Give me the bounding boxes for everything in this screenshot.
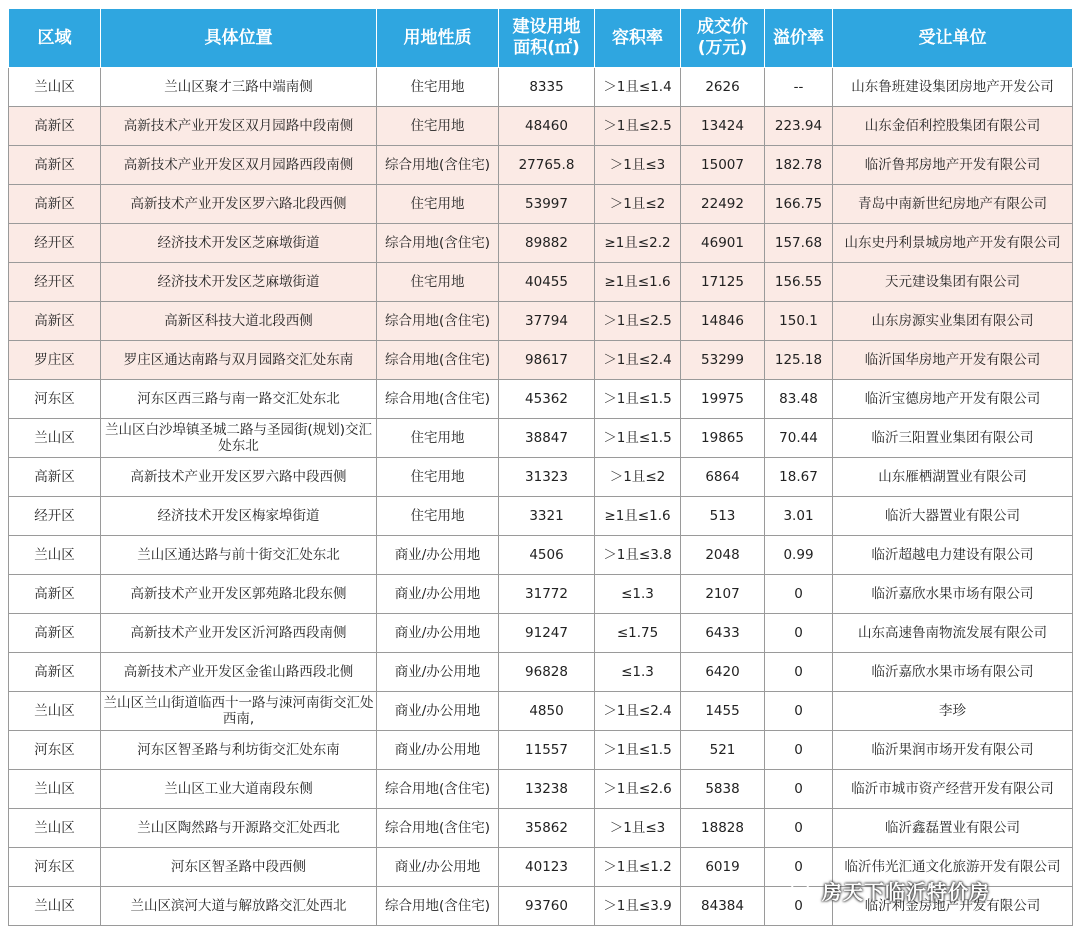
- cell-premium: --: [765, 68, 833, 107]
- cell-far: ＞1且≤2.5: [595, 107, 681, 146]
- cell-price: 521: [681, 731, 765, 770]
- cell-land-use: 综合用地(含住宅): [377, 770, 499, 809]
- cell-area: 8335: [499, 68, 595, 107]
- cell-district: 河东区: [9, 848, 101, 887]
- cell-location: 河东区智圣路与利坊街交汇处东南: [101, 731, 377, 770]
- cell-price: 46901: [681, 224, 765, 263]
- table-row: [9, 146, 1073, 185]
- cell-area: 27765.8: [499, 146, 595, 185]
- cell-location: 高新技术产业开发区郭苑路北段东侧: [101, 575, 377, 614]
- cell-buyer: 山东史丹利景城房地产开发有限公司: [833, 224, 1073, 263]
- cell-district: 高新区: [9, 146, 101, 185]
- table-row: [9, 731, 1073, 770]
- cell-area: 98617: [499, 341, 595, 380]
- table-row: [9, 224, 1073, 263]
- cell-premium: 223.94: [765, 107, 833, 146]
- cell-area: 93760: [499, 887, 595, 926]
- cell-buyer: 山东雁栖湖置业有限公司: [833, 458, 1073, 497]
- cell-area: 31772: [499, 575, 595, 614]
- table-row: [9, 809, 1073, 848]
- cell-location: 兰山区聚才三路中端南侧: [101, 68, 377, 107]
- cell-location: 兰山区白沙埠镇圣城二路与圣园街(规划)交汇处东北: [101, 419, 377, 458]
- cell-land-use: 商业/办公用地: [377, 653, 499, 692]
- table-row: [9, 380, 1073, 419]
- cell-far: ＞1且≤2.4: [595, 692, 681, 731]
- cell-area: 11557: [499, 731, 595, 770]
- cell-premium: 0: [765, 809, 833, 848]
- cell-buyer: 天元建设集团有限公司: [833, 263, 1073, 302]
- cell-land-use: 商业/办公用地: [377, 848, 499, 887]
- cell-premium: 18.67: [765, 458, 833, 497]
- cell-price: 22492: [681, 185, 765, 224]
- cell-premium: 0: [765, 614, 833, 653]
- cell-land-use: 住宅用地: [377, 497, 499, 536]
- table-row: [9, 185, 1073, 224]
- header-land-use: 用地性质: [377, 9, 499, 68]
- cell-premium: 0: [765, 692, 833, 731]
- cell-premium: 0: [765, 887, 833, 926]
- cell-buyer: 山东金佰利控股集团有限公司: [833, 107, 1073, 146]
- header-row: [9, 9, 1073, 68]
- table-row: [9, 536, 1073, 575]
- cell-land-use: 综合用地(含住宅): [377, 887, 499, 926]
- cell-district: 经开区: [9, 224, 101, 263]
- cell-premium: 0: [765, 653, 833, 692]
- cell-premium: 0.99: [765, 536, 833, 575]
- table-row: [9, 419, 1073, 458]
- header-price: 成交价 (万元): [681, 9, 765, 68]
- cell-far: ＞1且≤1.5: [595, 380, 681, 419]
- cell-land-use: 商业/办公用地: [377, 614, 499, 653]
- cell-far: ＞1且≤3: [595, 146, 681, 185]
- cell-district: 高新区: [9, 107, 101, 146]
- cell-far: ＞1且≤1.5: [595, 419, 681, 458]
- watermark-text: 房天下临沂特价房: [822, 880, 990, 904]
- cell-far: ＞1且≤2.5: [595, 302, 681, 341]
- cell-district: 高新区: [9, 653, 101, 692]
- cell-district: 兰山区: [9, 770, 101, 809]
- cell-far: ＞1且≤2: [595, 185, 681, 224]
- cell-price: 19865: [681, 419, 765, 458]
- land-transaction-table: [8, 8, 1073, 926]
- cell-land-use: 商业/办公用地: [377, 692, 499, 731]
- cell-area: 40123: [499, 848, 595, 887]
- cell-location: 高新技术产业开发区双月园路西段南侧: [101, 146, 377, 185]
- table-row: [9, 614, 1073, 653]
- cell-far: ＞1且≤1.2: [595, 848, 681, 887]
- cell-area: 4506: [499, 536, 595, 575]
- cell-price: 2048: [681, 536, 765, 575]
- cell-area: 48460: [499, 107, 595, 146]
- cell-price: 5838: [681, 770, 765, 809]
- cell-price: 6420: [681, 653, 765, 692]
- cell-district: 河东区: [9, 731, 101, 770]
- cell-district: 高新区: [9, 575, 101, 614]
- cell-area: 37794: [499, 302, 595, 341]
- cell-land-use: 商业/办公用地: [377, 731, 499, 770]
- cell-premium: 125.18: [765, 341, 833, 380]
- table-row: [9, 497, 1073, 536]
- cell-location: 高新区科技大道北段西侧: [101, 302, 377, 341]
- cell-buyer: 临沂三阳置业集团有限公司: [833, 419, 1073, 458]
- cell-price: 18828: [681, 809, 765, 848]
- cell-premium: 166.75: [765, 185, 833, 224]
- cell-far: ＞1且≤2.4: [595, 341, 681, 380]
- cell-location: 河东区智圣路中段西侧: [101, 848, 377, 887]
- table-row: [9, 68, 1073, 107]
- cell-far: ≥1且≤1.6: [595, 497, 681, 536]
- cell-buyer: 临沂宝德房地产开发有限公司: [833, 380, 1073, 419]
- cell-premium: 83.48: [765, 380, 833, 419]
- cell-land-use: 综合用地(含住宅): [377, 146, 499, 185]
- cell-district: 高新区: [9, 614, 101, 653]
- cell-area: 45362: [499, 380, 595, 419]
- cell-land-use: 综合用地(含住宅): [377, 809, 499, 848]
- watermark: [790, 876, 990, 905]
- cell-district: 兰山区: [9, 809, 101, 848]
- cell-price: 6019: [681, 848, 765, 887]
- cell-buyer: 临沂利金房地产开发有限公司: [833, 887, 1073, 926]
- cell-area: 91247: [499, 614, 595, 653]
- cell-location: 经济技术开发区芝麻墩街道: [101, 224, 377, 263]
- cell-premium: 0: [765, 848, 833, 887]
- cell-price: 84384: [681, 887, 765, 926]
- cell-buyer: 临沂市城市资产经营开发有限公司: [833, 770, 1073, 809]
- cell-price: 2107: [681, 575, 765, 614]
- cell-buyer: 山东高速鲁南物流发展有限公司: [833, 614, 1073, 653]
- cell-land-use: 住宅用地: [377, 419, 499, 458]
- cell-location: 经济技术开发区梅家埠街道: [101, 497, 377, 536]
- cell-district: 高新区: [9, 458, 101, 497]
- cell-area: 38847: [499, 419, 595, 458]
- cell-land-use: 商业/办公用地: [377, 536, 499, 575]
- cell-far: ≤1.3: [595, 575, 681, 614]
- cell-area: 53997: [499, 185, 595, 224]
- cell-land-use: 住宅用地: [377, 458, 499, 497]
- cell-district: 罗庄区: [9, 341, 101, 380]
- header-district: 区域: [9, 9, 101, 68]
- cell-location: 高新技术产业开发区沂河路西段南侧: [101, 614, 377, 653]
- cell-far: ＞1且≤3: [595, 809, 681, 848]
- cell-buyer: 山东房源实业集团有限公司: [833, 302, 1073, 341]
- cell-far: ＞1且≤3.8: [595, 536, 681, 575]
- cell-premium: 150.1: [765, 302, 833, 341]
- cell-premium: 3.01: [765, 497, 833, 536]
- cell-district: 兰山区: [9, 536, 101, 575]
- cell-premium: 157.68: [765, 224, 833, 263]
- cell-far: ≥1且≤2.2: [595, 224, 681, 263]
- cell-premium: 0: [765, 731, 833, 770]
- cell-district: 兰山区: [9, 68, 101, 107]
- cell-premium: 182.78: [765, 146, 833, 185]
- cell-location: 高新技术产业开发区双月园路中段南侧: [101, 107, 377, 146]
- cell-land-use: 商业/办公用地: [377, 575, 499, 614]
- cell-far: ＞1且≤3.9: [595, 887, 681, 926]
- cell-district: 兰山区: [9, 887, 101, 926]
- table-row: [9, 263, 1073, 302]
- header-far: 容积率: [595, 9, 681, 68]
- cell-area: 31323: [499, 458, 595, 497]
- cell-district: 兰山区: [9, 692, 101, 731]
- cell-buyer: 临沂国华房地产开发有限公司: [833, 341, 1073, 380]
- cell-area: 4850: [499, 692, 595, 731]
- cell-location: 高新技术产业开发区金雀山路西段北侧: [101, 653, 377, 692]
- cell-premium: 156.55: [765, 263, 833, 302]
- cell-district: 经开区: [9, 497, 101, 536]
- cell-buyer: 临沂果润市场开发有限公司: [833, 731, 1073, 770]
- cell-district: 高新区: [9, 185, 101, 224]
- cell-location: 高新技术产业开发区罗六路中段西侧: [101, 458, 377, 497]
- cell-buyer: 临沂超越电力建设有限公司: [833, 536, 1073, 575]
- cell-buyer: 临沂嘉欣水果市场有限公司: [833, 653, 1073, 692]
- cell-location: 高新技术产业开发区罗六路北段西侧: [101, 185, 377, 224]
- wechat-icon: [790, 882, 816, 902]
- cell-location: 罗庄区通达南路与双月园路交汇处东南: [101, 341, 377, 380]
- cell-price: 14846: [681, 302, 765, 341]
- cell-premium: 0: [765, 575, 833, 614]
- header-location: 具体位置: [101, 9, 377, 68]
- table-row: [9, 107, 1073, 146]
- cell-location: 兰山区兰山街道临西十一路与涑河南街交汇处西南,: [101, 692, 377, 731]
- cell-premium: 70.44: [765, 419, 833, 458]
- header-premium: 溢价率: [765, 9, 833, 68]
- cell-buyer: 临沂嘉欣水果市场有限公司: [833, 575, 1073, 614]
- cell-buyer: 临沂鑫磊置业有限公司: [833, 809, 1073, 848]
- cell-land-use: 综合用地(含住宅): [377, 224, 499, 263]
- cell-buyer: 李珍: [833, 692, 1073, 731]
- cell-far: ≥1且≤1.6: [595, 263, 681, 302]
- cell-location: 河东区西三路与南一路交汇处东北: [101, 380, 377, 419]
- cell-price: 13424: [681, 107, 765, 146]
- cell-land-use: 住宅用地: [377, 107, 499, 146]
- cell-land-use: 住宅用地: [377, 185, 499, 224]
- table-row: [9, 575, 1073, 614]
- cell-price: 6433: [681, 614, 765, 653]
- cell-price: 19975: [681, 380, 765, 419]
- cell-far: ≤1.3: [595, 653, 681, 692]
- cell-premium: 0: [765, 770, 833, 809]
- cell-location: 经济技术开发区芝麻墩街道: [101, 263, 377, 302]
- cell-buyer: 临沂鲁邦房地产开发有限公司: [833, 146, 1073, 185]
- cell-land-use: 住宅用地: [377, 68, 499, 107]
- cell-district: 经开区: [9, 263, 101, 302]
- cell-price: 17125: [681, 263, 765, 302]
- cell-area: 40455: [499, 263, 595, 302]
- cell-far: ＞1且≤1.4: [595, 68, 681, 107]
- cell-district: 兰山区: [9, 419, 101, 458]
- cell-area: 96828: [499, 653, 595, 692]
- table-row: [9, 458, 1073, 497]
- cell-area: 89882: [499, 224, 595, 263]
- table-row: [9, 770, 1073, 809]
- cell-district: 高新区: [9, 302, 101, 341]
- cell-price: 2626: [681, 68, 765, 107]
- cell-location: 兰山区滨河大道与解放路交汇处西北: [101, 887, 377, 926]
- table-row: [9, 302, 1073, 341]
- cell-far: ＞1且≤1.5: [595, 731, 681, 770]
- header-area: 建设用地 面积(㎡): [499, 9, 595, 68]
- cell-area: 13238: [499, 770, 595, 809]
- cell-buyer: 青岛中南新世纪房地产有限公司: [833, 185, 1073, 224]
- cell-far: ≤1.75: [595, 614, 681, 653]
- cell-price: 53299: [681, 341, 765, 380]
- cell-location: 兰山区陶然路与开源路交汇处西北: [101, 809, 377, 848]
- cell-land-use: 综合用地(含住宅): [377, 380, 499, 419]
- cell-district: 河东区: [9, 380, 101, 419]
- cell-buyer: 临沂伟光汇通文化旅游开发有限公司: [833, 848, 1073, 887]
- cell-location: 兰山区通达路与前十街交汇处东北: [101, 536, 377, 575]
- cell-far: ＞1且≤2.6: [595, 770, 681, 809]
- table-row: [9, 341, 1073, 380]
- cell-price: 513: [681, 497, 765, 536]
- table-row: [9, 692, 1073, 731]
- cell-buyer: 山东鲁班建设集团房地产开发公司: [833, 68, 1073, 107]
- cell-land-use: 住宅用地: [377, 263, 499, 302]
- cell-location: 兰山区工业大道南段东侧: [101, 770, 377, 809]
- cell-buyer: 临沂大器置业有限公司: [833, 497, 1073, 536]
- cell-land-use: 综合用地(含住宅): [377, 302, 499, 341]
- table-row: [9, 653, 1073, 692]
- cell-price: 1455: [681, 692, 765, 731]
- header-buyer: 受让单位: [833, 9, 1073, 68]
- cell-far: ＞1且≤2: [595, 458, 681, 497]
- cell-price: 15007: [681, 146, 765, 185]
- cell-land-use: 综合用地(含住宅): [377, 341, 499, 380]
- cell-area: 3321: [499, 497, 595, 536]
- cell-price: 6864: [681, 458, 765, 497]
- cell-area: 35862: [499, 809, 595, 848]
